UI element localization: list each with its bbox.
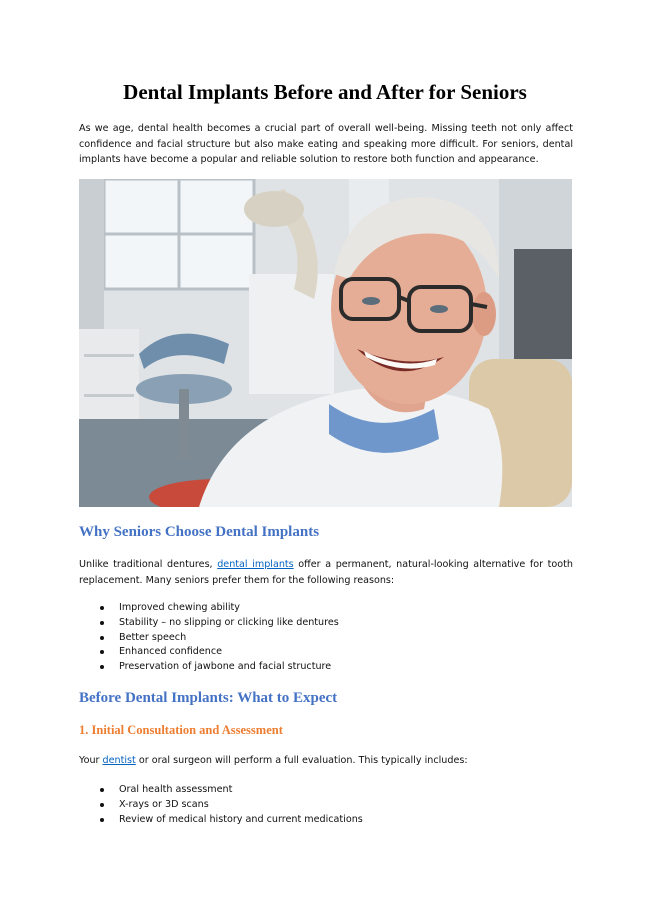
bullet-icon [100, 650, 104, 654]
section-heading-why-seniors: Why Seniors Choose Dental Implants [79, 524, 320, 540]
section2-text-after-link: or oral surgeon will perform a full evaluation. This typically includes: [135, 755, 468, 766]
reasons-bullet-list [79, 601, 339, 675]
dentist-link[interactable]: dentist [102, 755, 136, 766]
dental-implants-link[interactable]: dental implants [217, 559, 294, 570]
list-item-text: Enhanced confidence [119, 646, 223, 658]
list-item-text: Better speech [119, 631, 187, 643]
section-heading-before-implants: Before Dental Implants: What to Expect [79, 690, 338, 706]
list-item-text: Improved chewing ability [119, 602, 240, 613]
list-item [79, 783, 363, 798]
list-item [79, 645, 339, 660]
list-item-text: Oral health assessment [119, 784, 233, 795]
bullet-icon [100, 788, 104, 792]
bullet-icon [100, 665, 104, 669]
section1-text-after-link: offer a permanent, natural-looking alternative for tooth replacement. Many seniors prefer them for the following reasons: [79, 559, 573, 586]
subheading-initial-consultation: 1. Initial Consultation and Assessment [79, 723, 283, 737]
section1-paragraph [79, 557, 573, 588]
bullet-icon [100, 606, 104, 610]
list-item-text: Preservation of jawbone and facial structure [119, 661, 332, 673]
page-title: Dental Implants Before and After for Seniors [123, 80, 527, 104]
bullet-icon [100, 803, 104, 807]
list-item [79, 601, 339, 616]
bullet-icon [100, 636, 104, 640]
list-item-text: Stability – no slipping or clicking like dentures [119, 616, 339, 628]
list-item [79, 813, 363, 828]
section2-text-before-link: Your [79, 755, 103, 766]
section2-paragraph [79, 753, 573, 769]
list-item [79, 631, 339, 646]
bullet-icon [100, 621, 104, 625]
list-item [79, 616, 339, 631]
intro-paragraph: As we age, dental health becomes a crucial part of overall well-being. Missing teeth not only affect confidence and facial structure but also make eating and speaking more difficult. For seniors, dental implants have become a popular and reliable solution to restore both function and appearance. [79, 123, 573, 165]
senior-dental-patient-photo [79, 179, 572, 507]
list-item-text: Review of medical history and current medications [119, 813, 363, 825]
list-item-text: X-rays or 3D scans [119, 798, 209, 810]
section1-text-before-link: Unlike traditional dentures, [79, 559, 218, 570]
bullet-icon [100, 818, 104, 822]
evaluation-bullet-list [79, 783, 363, 827]
list-item [79, 660, 339, 675]
list-item [79, 798, 363, 813]
